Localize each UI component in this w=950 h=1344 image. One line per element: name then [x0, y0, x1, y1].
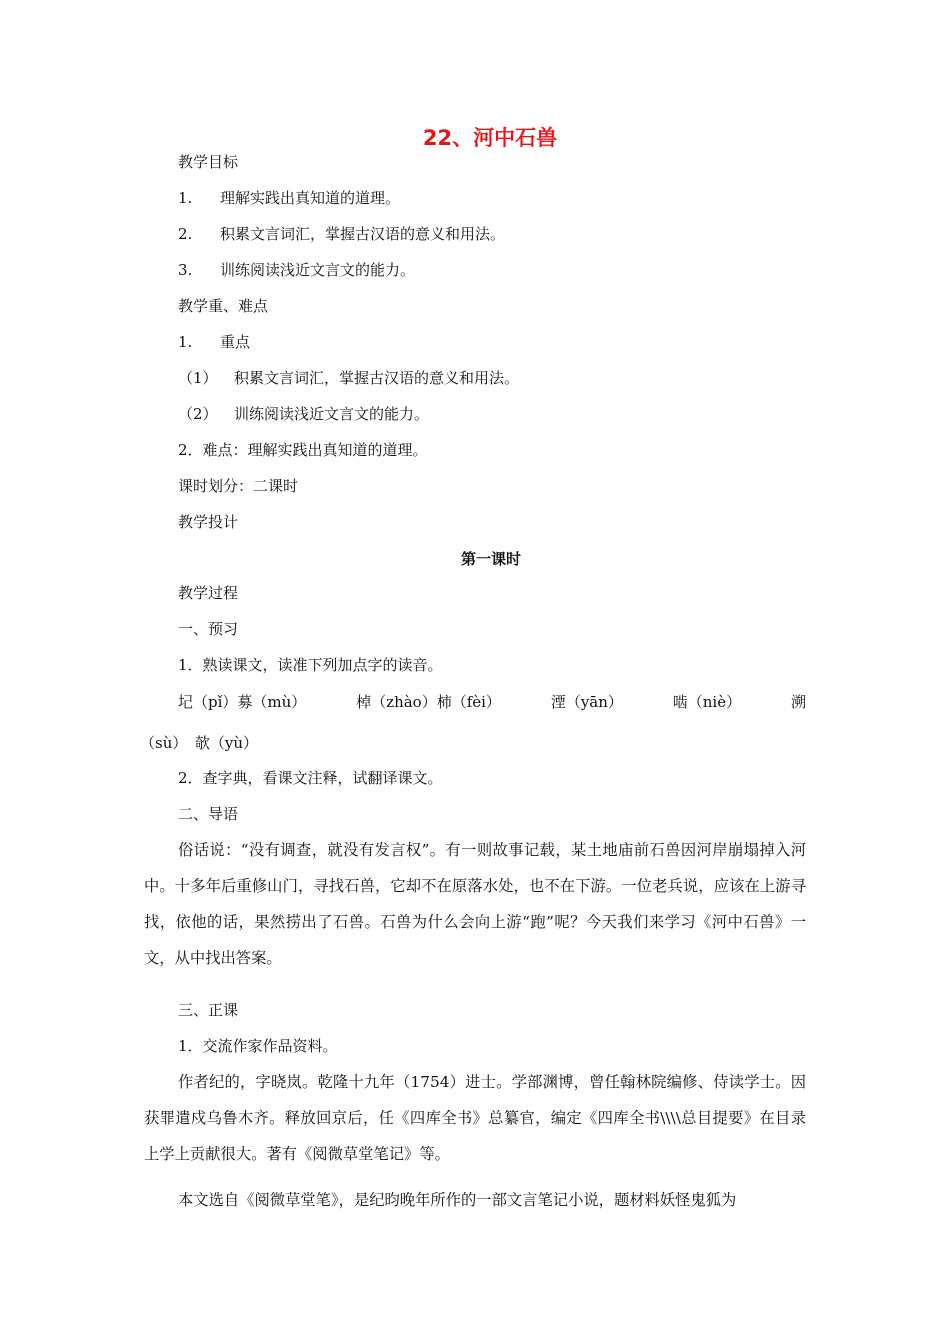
preview-item-2: 2．查字典，看课文注释，试翻译课文。	[178, 769, 443, 787]
key-item-1b-number: （2）	[178, 405, 218, 423]
goal-item-3	[178, 260, 415, 280]
key-item-1b-text: 训练阅读浅近文言文的能力。	[234, 405, 430, 423]
pinyin-item: 湮（yān）	[550, 693, 623, 711]
section-preview: 一、预习	[178, 620, 239, 638]
goal-item-3-number: 3.	[178, 261, 193, 279]
goal-item-2-number: 2.	[178, 225, 193, 243]
goal-heading: 教学目标	[178, 153, 239, 171]
process-heading: 教学过程	[178, 584, 239, 602]
pinyin-item: 溯	[790, 693, 806, 711]
pinyin-list	[178, 691, 806, 712]
key-item-1	[178, 332, 250, 352]
page-title: 22、河中石兽	[422, 126, 558, 150]
goal-item-1-number: 1.	[178, 189, 193, 207]
lesson-one-heading: 第一课时	[460, 550, 521, 568]
intro-paragraph: 俗话说：“没有调查，就没有发言权”。有一则故事记载，某土地庙前石兽因河岸崩塌掉入河中。十多年后重修山门，寻找石兽，它却不在原落水处，也不在下游。一位老兵说，应该在上游寻找，依他的话，果然捞出了石兽。石兽为什么会向上游“跑”呢？今天我们来学习《河中石兽》一文，从中找出答案。	[144, 841, 806, 967]
goal-item-2	[178, 224, 505, 244]
main-item-1: 1．交流作家作品资料。	[178, 1037, 338, 1055]
key-item-1a-text: 积累文言词汇，掌握古汉语的意义和用法。	[234, 369, 520, 387]
pinyin-item: 棹（zhào）柿（fèi）	[356, 693, 501, 711]
goal-item-3-text: 训练阅读浅近文言文的能力。	[220, 261, 416, 279]
pinyin-item: 啮（niè）	[672, 693, 742, 711]
lesson-time: 课时划分：二课时	[178, 477, 299, 495]
source-paragraph: 本文选自《阅微草堂笔》，是纪昀晚年所作的一部文言笔记小说，题材料妖怪鬼狐为	[178, 1191, 737, 1209]
key-item-1b	[178, 404, 429, 424]
goal-item-1-text: 理解实践出真知道的道理。	[220, 189, 401, 207]
pinyin-item: 圮（pǐ）募（mù）	[178, 693, 307, 711]
design-heading: 教学投计	[178, 513, 239, 531]
key-item-1a-number: （1）	[178, 369, 218, 387]
goal-item-1	[178, 188, 400, 208]
key-heading: 教学重、难点	[178, 297, 269, 315]
pinyin-list-continued: （sù） 欹（yù）	[140, 734, 258, 752]
section-main: 三、正课	[178, 1001, 239, 1019]
key-item-2: 2．难点：理解实践出真知道的道理。	[178, 441, 428, 459]
goal-item-2-text: 积累文言词汇，掌握古汉语的意义和用法。	[220, 225, 506, 243]
author-paragraph: 作者纪的，字晓岚。乾隆十九年（1754）进士。学部渊博，曾任翰林院编修、侍读学士。因获罪遣戍乌鲁木齐。释放回京后，任《四库全书》总纂官，编定《四库全书\\\\总目提要》在目录上学上贡献很大。著有《阅微草堂笔记》等。	[144, 1073, 806, 1163]
preview-item-1: 1．熟读课文，读准下列加点字的读音。	[178, 656, 443, 674]
section-intro: 二、导语	[178, 805, 239, 823]
key-item-1a	[178, 368, 519, 388]
key-item-1-text: 重点	[220, 333, 251, 351]
key-item-1-number: 1.	[178, 333, 193, 351]
